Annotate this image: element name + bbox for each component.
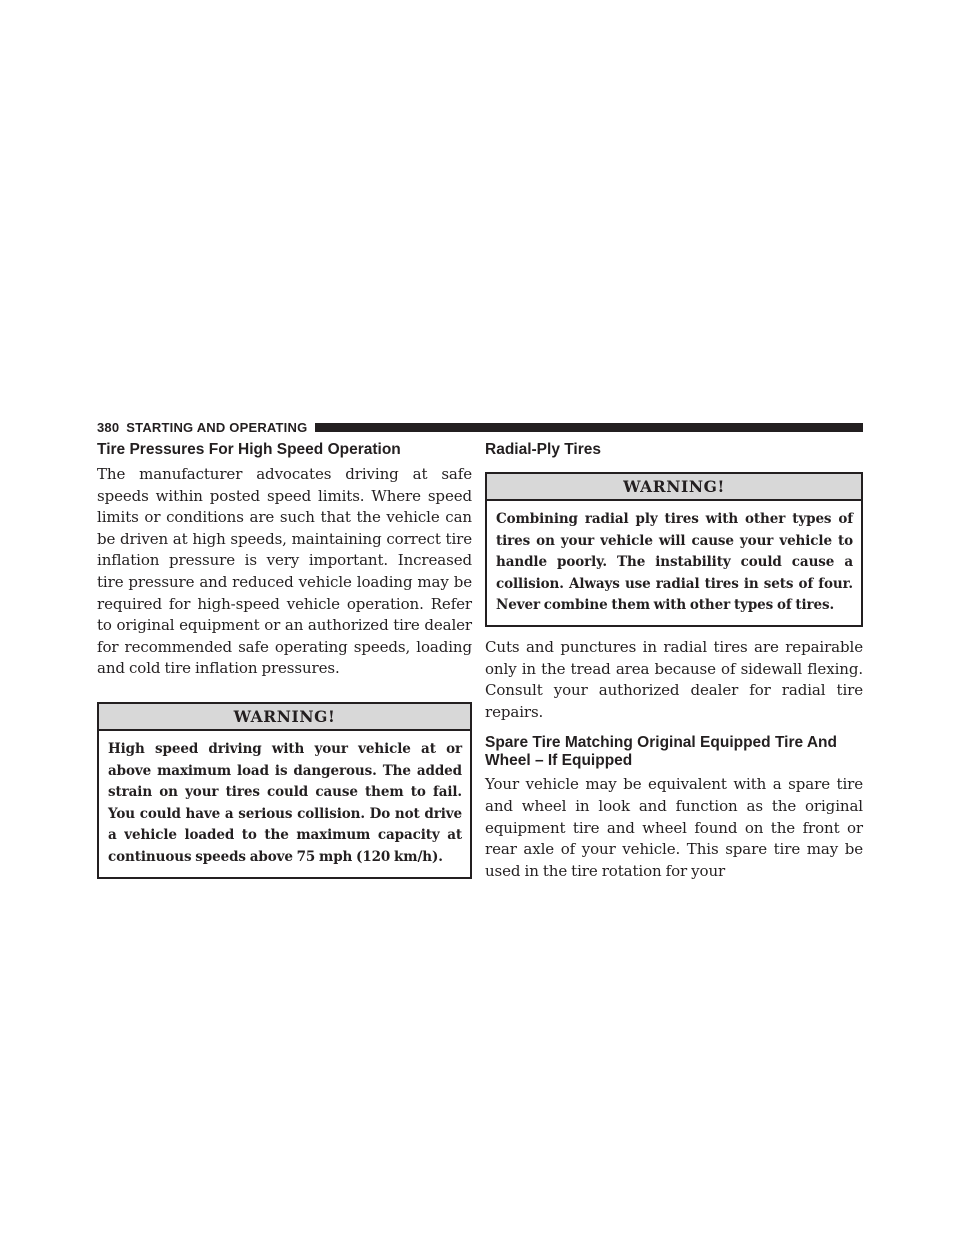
paragraph-radial-repairs: Cuts and punctures in radial tires are repairable only in the tread area because of sidewall flexing. Consult your authorized dealer for radial tire repairs. [485,637,863,721]
page-header [97,419,863,435]
header-rule [315,423,863,432]
right-column [485,441,863,882]
warning-box-radial [485,472,863,627]
warning-text: High speed driving with your vehicle at or above maximum load is dangerous. The added strain on your tires could cause them to fail. You could have a serious collision. Do not drive a vehicle loaded to the maximum capacity at continuous speeds above 75 mph (120 km/h). [108,740,462,865]
page-number: 380 [97,419,120,435]
warning-title: WARNING! [99,704,470,731]
paragraph-high-speed: The manufacturer advocates driving at safe speeds within posted speed limits. Where speed limits or conditions are such that the vehicle can be driven at high speeds, maintaining correct tire inflation pressure is very important. Increased tire pressure and reduced vehicle loading may be required for high-speed vehicle operation. Refer to original equipment or an authorized tire dealer for recommended safe operating speeds, loading and cold tire inflation pressures. [97,465,472,678]
section-title: STARTING AND OPERATING [126,419,308,435]
paragraph-spare-tire: Your vehicle may be equivalent with a spare tire and wheel in look and function as the original equipment tire and wheel found on the front or rear axle of your vehicle. This spare tire may be used in the tire rotation for your [485,775,863,880]
heading-high-speed: Tire Pressures For High Speed Operation [97,441,401,458]
heading-spare-tire: Spare Tire Matching Original Equipped Tire And Wheel – If Equipped [485,734,837,770]
warning-title: WARNING! [487,474,861,501]
warning-box-high-speed [97,702,472,879]
left-column [97,441,472,879]
heading-radial-ply: Radial-Ply Tires [485,441,602,458]
warning-text: Combining radial ply tires with other types of tires on your vehicle will cause your vehicle to handle poorly. The instability could cause a collision. Always use radial tires in sets of four. Never combine them with other types of tires. [496,511,853,614]
